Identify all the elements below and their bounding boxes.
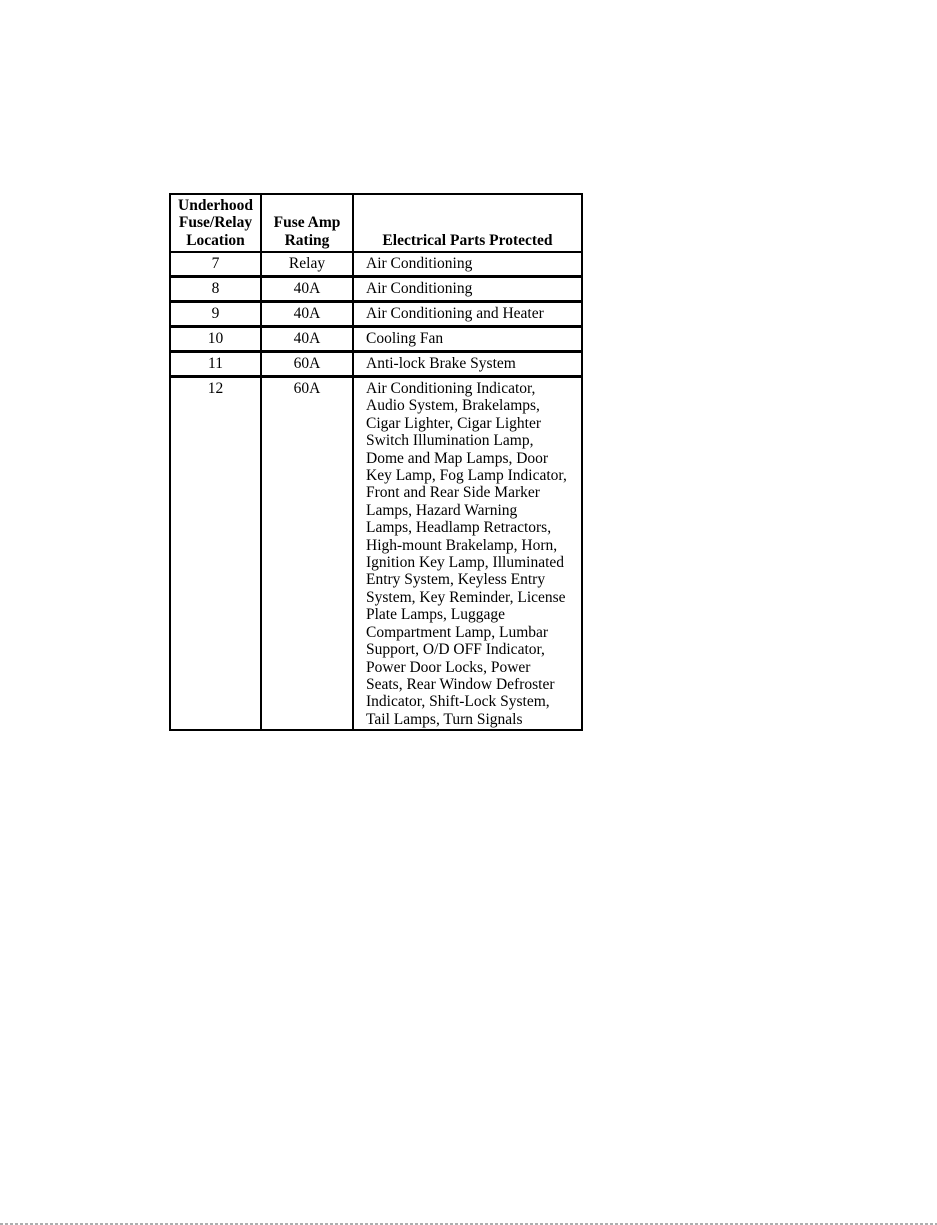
location-cell: 7: [170, 252, 261, 277]
amp-rating-cell: 60A: [261, 377, 353, 731]
location-cell: 9: [170, 302, 261, 327]
fuse-relay-table: [169, 193, 583, 731]
amp-rating-cell: 60A: [261, 352, 353, 377]
header-fuse-amp-rating: Fuse Amp Rating: [261, 194, 353, 252]
header-location: Underhood Fuse/Relay Location: [170, 194, 261, 252]
location-cell: 12: [170, 377, 261, 731]
amp-rating-cell: 40A: [261, 327, 353, 352]
location-cell: 10: [170, 327, 261, 352]
header-electrical-parts-protected: Electrical Parts Protected: [353, 194, 582, 252]
amp-rating-cell: Relay: [261, 252, 353, 277]
parts-protected-cell: Anti-lock Brake System: [353, 352, 582, 377]
table-row: [170, 352, 582, 377]
location-cell: 11: [170, 352, 261, 377]
amp-rating-cell: 40A: [261, 302, 353, 327]
table-row: [170, 377, 582, 731]
table-header-row: [170, 194, 582, 252]
location-cell: 8: [170, 277, 261, 302]
table-row: [170, 302, 582, 327]
table-row: [170, 277, 582, 302]
amp-rating-cell: 40A: [261, 277, 353, 302]
parts-protected-cell: Air Conditioning and Heater: [353, 302, 582, 327]
parts-protected-cell: Cooling Fan: [353, 327, 582, 352]
parts-protected-cell: Air Conditioning Indicator, Audio System, Brakelamps, Cigar Lighter, Cigar Lighter Switch Illumination Lamp, Dome and Map Lamps, Door Key Lamp, Fog Lamp Indicator, Front and Rear Side Marker Lamps, Hazard Warning Lamps, Headlamp Retractors, High-mount Brakelamp, Horn, Ignition Key Lamp, Illuminated Entry System, Keyless Entry System, Key Reminder, License Plate Lamps, Luggage Compartment Lamp, Lumbar Support, O/D OFF Indicator, Power Door Locks, Power Seats, Rear Window Defroster Indicator, Shift-Lock System, Tail Lamps, Turn Signals: [353, 377, 582, 731]
table-row: [170, 327, 582, 352]
parts-protected-cell: Air Conditioning: [353, 277, 582, 302]
table-row: [170, 252, 582, 277]
parts-protected-cell: Air Conditioning: [353, 252, 582, 277]
